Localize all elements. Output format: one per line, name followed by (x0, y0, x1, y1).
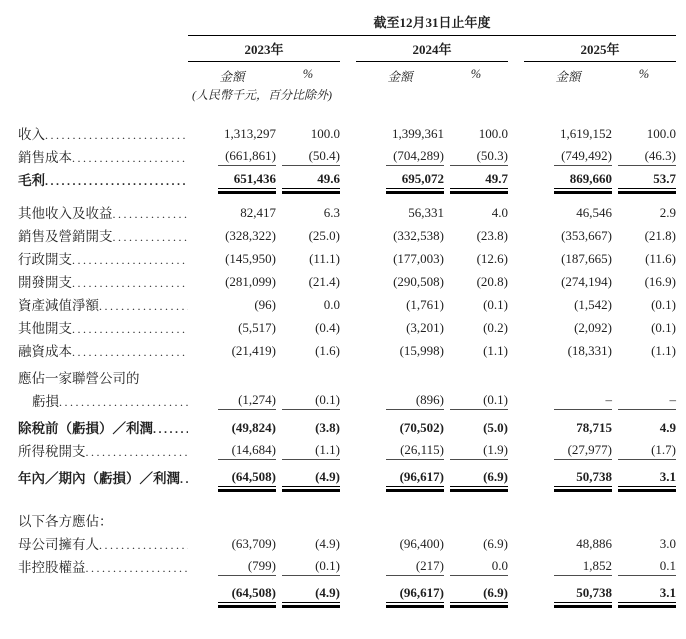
table-cell (188, 251, 276, 271)
header-spacer (18, 12, 188, 36)
table-cell (356, 558, 444, 579)
cell-value: (3,201) (406, 320, 444, 335)
table-row (18, 583, 676, 606)
table-cell (444, 171, 508, 192)
table-cell (356, 297, 444, 317)
cell-value: (274,194) (561, 274, 612, 289)
cell-value: (1,274) (218, 392, 276, 410)
table-row (18, 271, 676, 294)
cell-value: (1.9) (450, 442, 508, 460)
row-label: 所得稅開支 (18, 444, 86, 459)
cell-value: (63,709) (231, 536, 276, 551)
table-row (18, 556, 676, 579)
dot-leader (72, 150, 188, 166)
row-label-cell (18, 467, 188, 490)
table-cell (524, 558, 612, 579)
table-row (18, 169, 676, 192)
cell-value: 1,313,297 (224, 126, 276, 141)
cell-value: (96,617) (386, 469, 444, 487)
cell-value: (0.2) (483, 320, 508, 335)
cell-value: (1.1) (483, 343, 508, 358)
cell-value: (26,115) (386, 442, 444, 460)
cell-value: (1,542) (574, 297, 612, 312)
table-cell (188, 205, 276, 225)
table-cell (524, 585, 612, 606)
table-cell (356, 274, 444, 294)
table-cell (444, 148, 508, 169)
cell-value: (2,092) (574, 320, 612, 335)
amount-header: 金額 (219, 70, 245, 84)
cell-value: 4.9 (659, 420, 676, 435)
row-label-cell (18, 390, 188, 413)
cell-value: (353,667) (561, 228, 612, 243)
row-label: 開發開支 (18, 275, 72, 290)
cell-value: 50,738 (554, 585, 612, 603)
table-cell (188, 148, 276, 169)
table-cell (524, 148, 612, 169)
table-row (18, 202, 676, 225)
table-cell (276, 585, 340, 606)
table-cell (444, 251, 508, 271)
row-label: 融資成本 (18, 344, 72, 359)
table-row (18, 225, 676, 248)
cell-value: (25.0) (308, 228, 340, 243)
cell-value: (1.7) (618, 442, 676, 460)
cell-value: (749,492) (554, 148, 612, 166)
table-cell (276, 392, 340, 413)
row-label: 應佔一家聯營公司的 (18, 371, 140, 386)
cell-value: (0.1) (651, 320, 676, 335)
table-cell (444, 274, 508, 294)
table-cell (188, 228, 276, 248)
cell-value: (187,665) (561, 251, 612, 266)
dot-leader (86, 444, 189, 460)
cell-value: (5,517) (238, 320, 276, 335)
table-row (18, 390, 676, 413)
cell-value: (0.1) (483, 297, 508, 312)
dot-leader (86, 560, 189, 576)
cell-value: (6.9) (483, 536, 508, 551)
table-row (18, 294, 676, 317)
table-cell (612, 205, 676, 225)
row-label: 以下各方應佔： (18, 514, 113, 529)
subheader-row (18, 67, 676, 85)
table-cell (188, 442, 276, 463)
percent-header: % (638, 67, 650, 81)
cell-value: (145,950) (225, 251, 276, 266)
cell-value: 695,072 (386, 171, 444, 189)
cell-value: (0.1) (282, 558, 340, 576)
table-cell (524, 251, 612, 271)
table-cell (444, 536, 508, 556)
cell-value: (96,400) (399, 536, 444, 551)
table-cell (524, 126, 612, 146)
period-title: 截至12月31日止年度 (188, 12, 676, 36)
table-cell (356, 148, 444, 169)
table-cell (612, 148, 676, 169)
row-label-cell (18, 294, 188, 317)
table-cell (188, 558, 276, 579)
table-cell (612, 442, 676, 463)
table-cell (188, 126, 276, 146)
table-cell (188, 585, 276, 606)
cell-value: (21.8) (644, 228, 676, 243)
table-cell (612, 171, 676, 192)
table-cell (612, 469, 676, 490)
row-label: 資產減值淨額 (18, 298, 99, 313)
unit-note-row (18, 86, 676, 103)
cell-value: (328,322) (225, 228, 276, 243)
table-cell (356, 536, 444, 556)
cell-value: (21,419) (231, 343, 276, 358)
table-cell (612, 536, 676, 556)
header-spacer (18, 67, 188, 85)
cell-value: (50.3) (450, 148, 508, 166)
dot-leader (72, 275, 188, 291)
table-row (18, 367, 676, 390)
table-row (18, 146, 676, 169)
cell-value: (0.1) (450, 392, 508, 410)
cell-value: 1,399,361 (392, 126, 444, 141)
year-header-row (18, 39, 676, 62)
table-cell (188, 420, 276, 440)
table-body (18, 123, 676, 606)
table-cell (612, 228, 676, 248)
cell-value: (21.4) (308, 274, 340, 289)
cell-value: – (554, 392, 612, 410)
cell-value: (64,508) (218, 585, 276, 603)
table-row (18, 317, 676, 340)
dot-leader (59, 394, 188, 410)
cell-value: 3.1 (618, 585, 676, 603)
row-label: 其他收入及收益 (18, 206, 113, 221)
cell-value: (70,502) (399, 420, 444, 435)
cell-value: 46,546 (576, 205, 612, 220)
cell-value: (4.9) (282, 585, 340, 603)
row-label: 非控股權益 (18, 560, 86, 575)
cell-value: (64,508) (218, 469, 276, 487)
unit-note: (人民幣千元，百分比除外) (192, 88, 332, 102)
cell-value: (177,003) (393, 251, 444, 266)
row-label-cell (18, 340, 188, 363)
table-row (18, 340, 676, 363)
row-label: 母公司擁有人 (18, 537, 99, 552)
table-cell (524, 343, 612, 363)
table-cell (276, 274, 340, 294)
table-cell (276, 558, 340, 579)
row-label-cell (18, 317, 188, 340)
cell-value: (896) (386, 392, 444, 410)
table-cell (524, 171, 612, 192)
table-cell (524, 442, 612, 463)
table-cell (276, 228, 340, 248)
cell-value: 1,619,152 (560, 126, 612, 141)
table-cell (276, 320, 340, 340)
table-cell (444, 126, 508, 146)
cell-value: (281,099) (225, 274, 276, 289)
row-label-cell (18, 556, 188, 579)
row-label-cell (18, 603, 188, 606)
cell-value: (1.1) (282, 442, 340, 460)
cell-value: (14,684) (218, 442, 276, 460)
dot-leader (113, 206, 189, 222)
cell-value: 4.0 (491, 205, 508, 220)
cell-value: (27,977) (554, 442, 612, 460)
percent-header: % (470, 67, 482, 81)
table-cell (356, 420, 444, 440)
cell-value: (18,331) (567, 343, 612, 358)
row-label-cell (18, 169, 188, 192)
table-cell (276, 536, 340, 556)
row-label: 毛利 (18, 173, 45, 188)
cell-value: 49.6 (282, 171, 340, 189)
table-row (18, 417, 676, 440)
cell-value: 2.9 (659, 205, 676, 220)
cell-value: (661,861) (218, 148, 276, 166)
table-cell (188, 343, 276, 363)
table-cell (524, 297, 612, 317)
table-cell (356, 171, 444, 192)
table-cell (612, 343, 676, 363)
table-cell (356, 343, 444, 363)
cell-value: (3.8) (315, 420, 340, 435)
table-cell (276, 251, 340, 271)
row-label-cell (18, 533, 188, 556)
cell-value: 100.0 (310, 126, 340, 141)
table-cell (612, 558, 676, 579)
table-cell (276, 442, 340, 463)
table-cell (356, 205, 444, 225)
amount-header: 金額 (387, 70, 413, 84)
table-row (18, 248, 676, 271)
table-cell (356, 126, 444, 146)
table-cell (612, 126, 676, 146)
cell-value: 651,436 (218, 171, 276, 189)
dot-leader (99, 298, 188, 314)
cell-value: (23.8) (476, 228, 508, 243)
year-header-2025: 2025年 (524, 39, 676, 62)
table-cell (524, 274, 612, 294)
table-cell (444, 297, 508, 317)
cell-value: 869,660 (554, 171, 612, 189)
cell-value: 100.0 (478, 126, 508, 141)
dot-leader (180, 471, 188, 487)
cell-value: (20.8) (476, 274, 508, 289)
row-label-cell (18, 440, 188, 463)
cell-value: (50.4) (282, 148, 340, 166)
cell-value: 48,886 (576, 536, 612, 551)
table-cell (524, 392, 612, 413)
cell-value: (0.4) (315, 320, 340, 335)
table-cell (524, 205, 612, 225)
dot-leader (72, 344, 188, 360)
table-cell (276, 148, 340, 169)
cell-value: 100.0 (646, 126, 676, 141)
cell-value: (4.9) (315, 536, 340, 551)
dot-leader (99, 537, 188, 553)
table-cell (524, 320, 612, 340)
row-label-cell (18, 271, 188, 294)
cell-value: (1.6) (315, 343, 340, 358)
cell-value: 50,738 (554, 469, 612, 487)
cell-value: 53.7 (618, 171, 676, 189)
dot-leader (72, 252, 188, 268)
table-cell (276, 126, 340, 146)
table-cell (444, 469, 508, 490)
cell-value: 0.0 (450, 558, 508, 576)
table-cell (276, 297, 340, 317)
cell-value: 3.1 (618, 469, 676, 487)
cell-value: (11.6) (645, 251, 676, 266)
table-cell (188, 274, 276, 294)
cell-value: – (618, 392, 676, 410)
cell-value: (6.9) (450, 469, 508, 487)
row-label-cell (18, 367, 188, 390)
table-cell (612, 320, 676, 340)
row-label: 年內／期內（虧損）／利潤 (18, 471, 180, 486)
table-cell (612, 251, 676, 271)
cell-value: (1.1) (651, 343, 676, 358)
row-label-cell (18, 510, 188, 533)
table-cell (356, 251, 444, 271)
table-cell (188, 320, 276, 340)
cell-value: (11.1) (309, 251, 340, 266)
cell-value: 0.0 (323, 297, 340, 312)
row-label-cell (18, 146, 188, 169)
table-cell (356, 320, 444, 340)
cell-value: (0.1) (282, 392, 340, 410)
table-cell (188, 469, 276, 490)
table-cell (444, 392, 508, 413)
cell-value: 78,715 (576, 420, 612, 435)
row-label-cell (18, 417, 188, 440)
dot-leader (72, 321, 188, 337)
table-cell (188, 171, 276, 192)
row-label: 銷售成本 (18, 150, 72, 165)
table-row (18, 440, 676, 463)
cell-value: (290,508) (393, 274, 444, 289)
row-label-cell (18, 123, 188, 146)
row-label-cell (18, 225, 188, 248)
table-cell (356, 585, 444, 606)
table-cell (612, 420, 676, 440)
cell-value: (15,998) (399, 343, 444, 358)
table-cell (188, 392, 276, 413)
cell-value: (1,761) (406, 297, 444, 312)
table-row (18, 467, 676, 490)
table-cell (444, 228, 508, 248)
table-row (18, 533, 676, 556)
cell-value: (16.9) (644, 274, 676, 289)
row-label-cell (18, 248, 188, 271)
table-cell (276, 343, 340, 363)
cell-value: (96) (254, 297, 276, 312)
cell-value: (12.6) (476, 251, 508, 266)
table-cell (276, 420, 340, 440)
table-cell (524, 228, 612, 248)
cell-value: (217) (386, 558, 444, 576)
percent-header: % (302, 67, 314, 81)
table-cell (524, 469, 612, 490)
table-cell (276, 171, 340, 192)
row-label-cell (18, 202, 188, 225)
table-cell (276, 205, 340, 225)
table-cell (612, 274, 676, 294)
table-cell (188, 297, 276, 317)
table-cell (612, 297, 676, 317)
cell-value: 0.1 (618, 558, 676, 576)
cell-value: (799) (218, 558, 276, 576)
table-row (18, 123, 676, 146)
header-spacer (18, 39, 188, 62)
cell-value: 3.0 (659, 536, 676, 551)
dot-leader (45, 173, 188, 189)
row-label: 銷售及營銷開支 (18, 229, 113, 244)
table-cell (612, 392, 676, 413)
table-cell (444, 420, 508, 440)
table-header-title-row (18, 12, 676, 36)
table-cell (524, 420, 612, 440)
table-cell (356, 228, 444, 248)
cell-value: (5.0) (483, 420, 508, 435)
cell-value: (6.9) (450, 585, 508, 603)
table-cell (188, 536, 276, 556)
amount-header: 金額 (555, 70, 581, 84)
table-cell (444, 320, 508, 340)
table-cell (444, 585, 508, 606)
table-cell (524, 536, 612, 556)
row-label: 除稅前（虧損）／利潤 (18, 421, 153, 436)
year-header-2024: 2024年 (356, 39, 508, 62)
table-cell (356, 469, 444, 490)
cell-value: (704,289) (386, 148, 444, 166)
table-cell (356, 442, 444, 463)
row-label: 收入 (18, 127, 45, 142)
cell-value: 82,417 (240, 205, 276, 220)
table-cell (444, 205, 508, 225)
cell-value: 49.7 (450, 171, 508, 189)
cell-value: (332,538) (393, 228, 444, 243)
dot-leader (45, 127, 188, 143)
row-label: 其他開支 (18, 321, 72, 336)
table-cell (444, 343, 508, 363)
cell-value: (0.1) (651, 297, 676, 312)
row-label: 虧損 (32, 394, 59, 409)
table-cell (276, 469, 340, 490)
row-label: 行政開支 (18, 252, 72, 267)
cell-value: (4.9) (282, 469, 340, 487)
cell-value: 1,852 (554, 558, 612, 576)
dot-leader (153, 421, 188, 437)
cell-value: 56,331 (408, 205, 444, 220)
table-cell (356, 392, 444, 413)
table-row (18, 510, 676, 533)
year-header-2023: 2023年 (188, 39, 340, 62)
table-cell (444, 558, 508, 579)
table-cell (444, 442, 508, 463)
cell-value: (49,824) (231, 420, 276, 435)
cell-value: 6.3 (323, 205, 340, 220)
table-cell (612, 585, 676, 606)
cell-value: (46.3) (618, 148, 676, 166)
dot-leader (113, 229, 189, 245)
cell-value: (96,617) (386, 585, 444, 603)
